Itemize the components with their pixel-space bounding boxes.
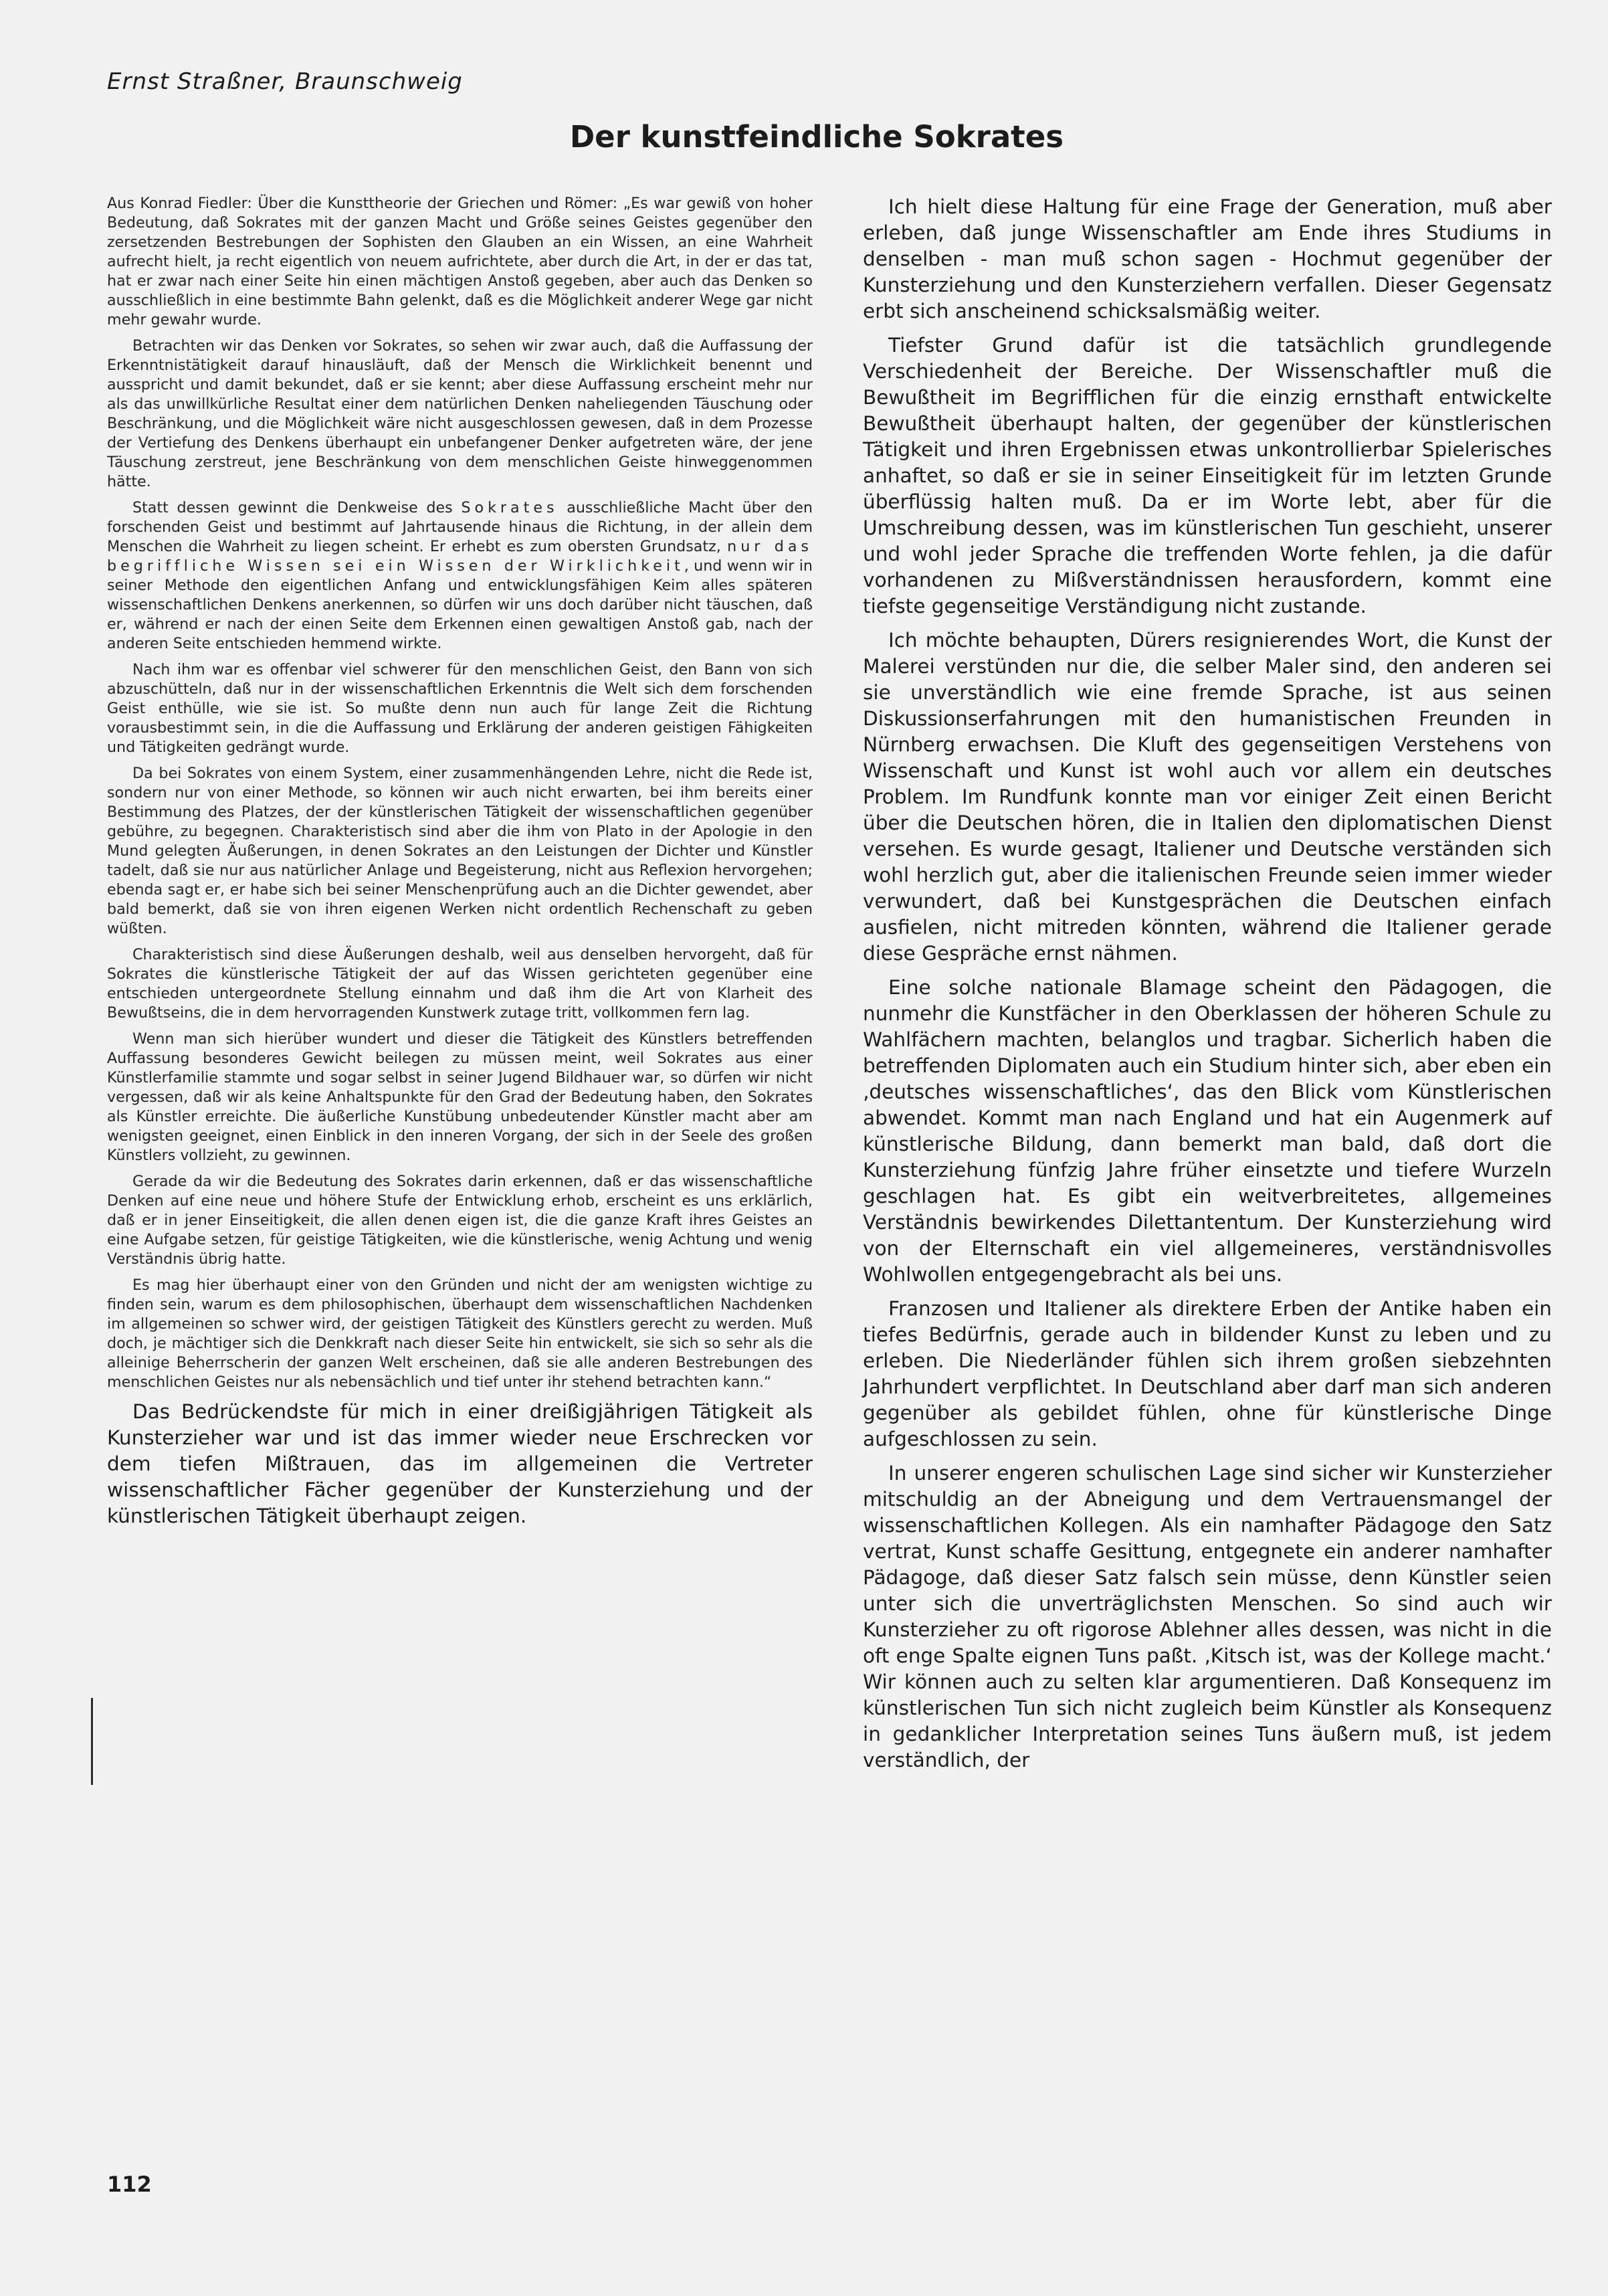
article-title: Der kunstfeindliche Sokrates <box>569 119 1064 155</box>
fiedler-quote <box>107 194 813 1392</box>
essay-paragraph: Das Bedrückendste für mich in einer dreißigjährigen Tätigkeit als Kunsterzieher war und ist das immer wieder neue Erschrecken vor dem tiefen Mißtrauen, das im allgemeinen die Vertreter wissenschaftlicher Fächer gegenüber der Kunsterziehung und der künstlerischen Tätigkeit überhaupt zeigen. <box>107 1400 813 1527</box>
essay-paragraph: Ich hielt diese Haltung für eine Frage der Generation, muß aber erleben, daß junge Wissenschaftler am Ende ihres Studiums in denselben - man muß schon sagen - Hochmut gegenüber der Kunsterziehung und den Kunsterziehern verfallen. Dieser Gegensatz erbt sich anscheinend schicksalsmäßig weiter. <box>863 195 1552 322</box>
left-column <box>107 194 813 1537</box>
spaced-emphasis: Sokrates <box>461 499 559 516</box>
quote-paragraph: Da bei Sokrates von einem System, einer zusammenhängenden Lehre, nicht die Rede ist, sondern nur von einer Methode, so können wir auch nicht erwarten, bei ihm bereits einer Bestimmung des Platzes, der der künstlerischen Tätigkeit der wissenschaftlichen gegenüber gebühre, zu begegnen. Charakteristisch sind aber die ihm von Plato in der Apologie in den Mund gelegten Äußerungen, in denen Sokrates an den Leistungen der Dichter und Künstler tadelt, daß sie nur aus natürlicher Anlage und Begeisterung, nicht aus Reflexion hervorgehen; ebenda sagt er, er habe sich bei seiner Menschenprüfung auch an die Dichter gewendet, aber bald bemerkt, daß sie von ihren eigenen Werken nicht ordentlich Rechenschaft zu geben wüßten. <box>107 765 813 937</box>
essay-paragraph: Eine solche nationale Blamage scheint den Pädagogen, die nunmehr die Kunstfächer in den Oberklassen der höheren Schule zu Wahlfächern machten, belanglos und tragbar. Sicherlich haben die betreffenden Diplomaten auch ein Studium hinter sich, aber eben ein ‚deutsches wissenschaftliches‘, das den Blick vom Künstlerischen abwendet. Kommt man nach England und hat ein Augenmerk auf künstlerische Bildung, dann bemerkt man bald, daß dort die Kunsterziehung fünfzig Jahre früher einsetzte und tiefere Wurzeln geschlagen hat. Es gibt ein weitverbreitetes, allgemeines Verständnis bewirkendes Dilettantentum. Der Kunsterziehung wird von der Elternschaft ein viel allgemeineres, verständnisvolles Wohlwollen entgegengebracht als bei uns. <box>863 976 1552 1286</box>
quote-paragraph: Betrachten wir das Denken vor Sokrates, so sehen wir zwar auch, daß die Auffassung der Erkenntnistätigkeit darauf hinausläuft, daß der Mensch die Wirklichkeit benennt und ausspricht und damit bekundet, daß er sie kennt; aber diese Auffassung erscheint mehr nur als das unwillkürliche Resultat einer dem natürlichen Denken naheliegenden Täuschung oder Beschränkung, und die Möglichkeit wäre nicht ausgeschlossen gewesen, daß in dem Prozesse der Vertiefung des Denkens überhaupt ein unbefangener Denker aufgetreten wäre, der jene Täuschung zerstreut, jene Beschränkung von dem menschlichen Geiste hinweggenommen hätte. <box>107 337 813 490</box>
essay-paragraph: Ich möchte behaupten, Dürers resignierendes Wort, die Kunst der Malerei verstünden nur die, die selber Maler sind, den anderen sei sie unverständlich wie eine fremde Sprache, ist aus seinen Diskussionserfahrungen mit den humanistischen Freunden in Nürnberg erwachsen. Die Kluft des gegenseitigen Verstehens von Wissenschaft und Kunst ist wohl auch vor allem ein deutsches Problem. Im Rundfunk konnte man vor einiger Zeit einen Bericht über die Deutschen hören, die in Italien den diplomatischen Dienst versehen. Es wurde gesagt, Italiener und Deutsche verständen sich wohl herzlich gut, aber die italienischen Freunde seien immer wieder verwundert, daß bei Kunstgesprächen die Deutschen einfach ausfielen, nicht mitreden könnten, während die Italiener gerade diese Gespräche ernst nähmen. <box>863 629 1552 965</box>
page-number: 112 <box>107 2172 152 2197</box>
spaced-emphasis: nur das begriffliche Wissen sei ein Wissen der Wirklichkeit <box>107 538 813 575</box>
essay-paragraph: Franzosen und Italiener als direktere Erben der Antike haben ein tiefes Bedürfnis, gerade auch in bildender Kunst zu leben und zu erleben. Die Niederländer fühlen sich ihrem großen siebzehnten Jahrhundert verpflichtet. In Deutschland aber darf man sich anderen gegenüber als gebildet fühlen, ohne für künstlerische Dinge aufgeschlossen zu sein. <box>863 1297 1552 1450</box>
essay-intro <box>107 1399 813 1529</box>
margin-mark <box>91 1698 93 1785</box>
quote-paragraph: Gerade da wir die Bedeutung des Sokrates darin erkennen, daß er das wissenschaftliche Denken auf eine neue und höhere Stufe der Entwicklung erhob, erscheint es uns erklärlich, daß er in jener Einseitigkeit, die allen denen eigen ist, die die ganze Kraft ihres Geistes an eine Aufgabe setzen, für geistige Tätigkeiten, wie die künstlerische, wenig Achtung und wenig Verständnis übrig hatte. <box>107 1173 813 1268</box>
quote-paragraph: Nach ihm war es offenbar viel schwerer für den menschlichen Geist, den Bann von sich abzuschütteln, daß nur in der wissenschaftlichen Erkenntnis die Welt sich dem forschenden Geist enthülle, wie sie ist. So mußte denn nun auch für lange Zeit die Richtung vorausbestimmt sein, in die die Auffassung und Erklärung der anderen geistigen Fähigkeiten und Tätigkeiten gedrängt wurde. <box>107 661 813 756</box>
author-line: Ernst Straßner, Braunschweig <box>107 68 463 95</box>
right-column <box>863 194 1552 1782</box>
quote-paragraph: Wenn man sich hierüber wundert und dieser die Tätigkeit des Künstlers betreffenden Auffassung besonderes Gewicht beilegen zu müssen meint, weil Sokrates aus einer Künstlerfamilie stammte und sogar selbst in seiner Jugend Bildhauer war, so dürfen wir nicht vergessen, daß wir als keine Anhaltspunkte für den Grad der Bedeutung haben, den Sokrates als Künstler erreichte. Die äußerliche Kunstübung unbedeutender Künstler macht aber am wenigsten geeignet, einen Einblick in den inneren Vorgang, der sich in der Seele des großen Künstlers vollzieht, zu gewinnen. <box>107 1030 813 1164</box>
quote-paragraph: Charakteristisch sind diese Äußerungen deshalb, weil aus denselben hervorgeht, daß für Sokrates die künstlerische Tätigkeit der auf das Wissen gerichteten gegenüber eine entschieden untergeordnete Stellung einnahm und daß ihm die Art von Klarheit des Bewußtseins, die in dem hervorragenden Kunstwerk zutage tritt, vollkommen fern lag. <box>107 946 813 1022</box>
quote-paragraph-spaced: Statt dessen gewinnt die Denkweise des Sokrates ausschließliche Macht über den forschenden Geist und bestimmt auf Jahrtausende hinaus die Richtung, in der allein dem Menschen die Wahrheit zu liegen scheint. Er erhebt es zum obersten Grundsatz, nur das begriffliche Wissen sei ein Wissen der Wirklichkeit, und wenn wir in seiner Methode den eigentlichen Anfang und entwicklungsfähigen Keim alles späteren wissenschaftlichen Denkens anerkennen, so dürfen wir uns doch darüber nicht täuschen, daß er, während er nach der einen Seite dem Erkennen einen gewaltigen Anstoß gab, nach der anderen Seite entschieden hemmend wirkte. <box>107 499 813 652</box>
essay-paragraph: Tiefster Grund dafür ist die tatsächlich grundlegende Verschiedenheit der Bereiche. Der Wissenschaftler muß die Bewußtheit im Begrifflichen für die einzig ernsthaft entwickelte Bewußtheit überhaupt halten, der gegenüber der künstlerischen Tätigkeit und ihren Ergebnissen etwas unkontrollierbar Spielerisches anhaftet, so daß er sie in seiner Einseitigkeit für im letzten Grunde überflüssig halten muß. Da er im Worte lebt, aber für die Umschreibung dessen, was im künstlerischen Tun geschieht, unserer und wohl jeder Sprache die treffenden Worte fehlen, ja die dafür vorhandenen zu Mißverständnissen herausfordern, kommt eine tiefste gegenseitige Verständigung nicht zustande. <box>863 334 1552 617</box>
essay-paragraph: In unserer engeren schulischen Lage sind sicher wir Kunsterzieher mitschuldig an der Abneigung und dem Vertrauensmangel der wissenschaftlichen Kollegen. Als ein namhafter Pädagoge den Satz vertrat, Kunst schaffe Gesittung, entgegnete ein anderer namhafter Pädagoge, daß dieser Satz falsch sein müsse, denn Künstler seien unter sich die unverträglichsten Menschen. So sind auch wir Kunsterzieher zu oft rigorose Ablehner alles dessen, was nicht in die oft enge Spalte eignen Tuns paßt. ‚Kitsch ist, was der Kollege macht.‘ Wir können auch zu selten klar argumentieren. Daß Konsequenz im künstlerischen Tun sich nicht zugleich beim Künstler als Konsequenz in gedanklicher Interpretation seines Tuns äußern muß, ist jedem verständlich, der <box>863 1462 1552 1772</box>
quote-paragraph: Es mag hier überhaupt einer von den Gründen und nicht der am wenigsten wichtige zu finden sein, warum es dem philosophischen, überhaupt dem wissenschaftlichen Nachdenken im allgemeinen so schwer wird, der geistigen Tätigkeit des Künstlers gerecht zu werden. Muß doch, je mächtiger sich die Denkkraft nach dieser Seite hin entwickelt, sie sich so sehr als die alleinige Beherrscherin der ganzen Welt erscheinen, daß sie alle anderen Bestrebungen des menschlichen Geistes nur als nebensächlich und tief unter ihr stehend betrachten kann.“ <box>107 1276 813 1391</box>
quote-paragraph: Aus Konrad Fiedler: Über die Kunsttheorie der Griechen und Römer: „Es war gewiß von hoher Bedeutung, daß Sokrates mit der ganzen Macht und Größe seines Geistes gegenüber den zersetzenden Bestrebungen der Sophisten den Glauben an ein Wissen, an eine Wahrheit aufrecht hielt, ja recht eigentlich von neuem aufrichtete, aber durch die Art, in der er das tat, hat er zwar nach einer Seite hin einen mächtigen Anstoß gegeben, aber auch das Denken so ausschließlich in eine bestimmte Bahn gelenkt, daß es die Möglichkeit anderer Wege gar nicht mehr gewahr wurde. <box>107 195 813 328</box>
